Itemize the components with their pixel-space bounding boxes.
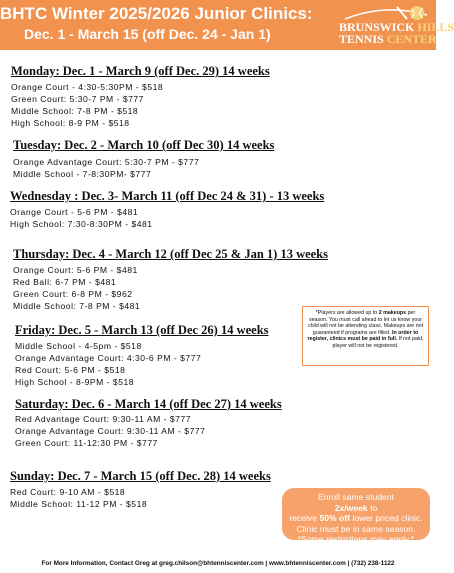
saturday-line: Green Court: 11-12:30 PM - $777	[15, 438, 158, 448]
logo-text-hills: HILLS	[417, 20, 454, 34]
saturday-line: Orange Advantage Court: 9:30-11 AM - $777	[15, 426, 206, 436]
promo-text: to	[367, 502, 378, 513]
promo-text: Clinic must be in same season.	[296, 523, 416, 534]
tuesday-line: Orange Advantage Court: 5:30-7 PM - $777	[13, 157, 200, 167]
logo-text-center: CENTER	[386, 32, 437, 46]
thursday-line: Orange Court: 5-6 PM - $481	[13, 265, 138, 275]
friday-line: Middle School - 4-5pm - $518	[15, 341, 142, 351]
sunday-title: Sunday: Dec. 7 - March 15 (off Dec. 28) 14 weeks	[10, 469, 271, 483]
thursday-title: Thursday: Dec. 4 - March 12 (off Dec 25 & Jan 1) 13 weeks	[13, 247, 329, 261]
contact-footer: For More Information, Contact Greg at greg.chilson@bhtenniscenter.com | www.bhtenniscenter.com | (732) 238-1122	[41, 560, 395, 567]
brunswick-hills-logo	[335, 1, 454, 49]
makeup-policy-note	[302, 306, 429, 366]
note-text: If not paid, player will not be registered.	[332, 336, 424, 349]
friday-line: Orange Advantage Court: 4:30-6 PM - $777	[15, 353, 202, 363]
logo-text-tennis: TENNIS	[339, 32, 384, 46]
wednesday-line: High School: 7:30-8:30PM - $481	[10, 219, 153, 229]
promo-text: *Some restrictions may apply.*	[297, 534, 415, 544]
saturday-title: Saturday: Dec. 6 - March 14 (off Dec 27) 14 weeks	[15, 397, 282, 411]
header-banner	[0, 0, 454, 50]
monday-line: Green Court: 5:30-7 PM - $777	[11, 94, 144, 104]
note-text: *Players are allowed up to	[315, 310, 379, 316]
monday-title: Monday: Dec. 1 - March 9 (off Dec. 29) 14 weeks	[11, 64, 270, 78]
page-subtitle: Dec. 1 - March 15 (off Dec. 24 - Jan 1)	[24, 26, 271, 42]
monday-line: High School: 8-9 PM - $518	[11, 118, 130, 128]
note-text: per season. You must call ahead to let us know your child will not be attending class. Makeups are not guaranteed if programs are filled.	[307, 310, 424, 336]
page-title: BHTC Winter 2025/2026 Junior Clinics:	[0, 4, 313, 23]
note-text-bold: 2 makeups	[378, 310, 407, 316]
promo-text: receive	[289, 513, 320, 523]
note-text-bold: In order to register, clinics must be paid in full.	[307, 329, 419, 343]
discount-promo	[282, 488, 430, 544]
promo-text: Enroll same student	[318, 492, 394, 502]
monday-line: Orange Court - 4:30-5:30PM - $518	[11, 82, 164, 92]
wednesday-title: Wednesday : Dec. 3- March 11 (off Dec 24 & 31) - 13 weeks	[10, 189, 325, 203]
monday-line: Middle School: 7-8 PM - $518	[11, 106, 139, 116]
friday-line: Red Court: 5-6 PM - $518	[15, 365, 126, 375]
saturday-line: Red Advantage Court: 9:30-11 AM - $777	[15, 414, 192, 424]
sunday-line: Red Court: 9-10 AM - $518	[10, 487, 126, 497]
promo-text-bold: 50% off	[319, 513, 351, 523]
wednesday-line: Orange Court - 5-6 PM - $481	[10, 207, 139, 217]
sunday-line: Middle School: 11-12 PM - $518	[10, 499, 148, 509]
friday-title: Friday: Dec. 5 - March 13 (off Dec 26) 14 weeks	[15, 323, 269, 337]
thursday-line: Green Court: 6-8 PM - $962	[13, 289, 133, 299]
tuesday-line: Middle School - 7-8:30PM- $777	[13, 169, 152, 179]
thursday-line: Red Ball: 6-7 PM - $481	[13, 277, 117, 287]
promo-text: lower priced clinic.	[350, 513, 423, 523]
logo-text-brunswick: BRUNSWICK	[339, 20, 415, 34]
promo-text-bold: 2x/week	[334, 502, 368, 513]
thursday-line: Middle School: 7-8 PM - $481	[13, 301, 141, 311]
tuesday-title: Tuesday: Dec. 2 - March 10 (off Dec 30) 14 weeks	[13, 138, 275, 152]
friday-line: High School - 8-9PM - $518	[15, 377, 135, 387]
